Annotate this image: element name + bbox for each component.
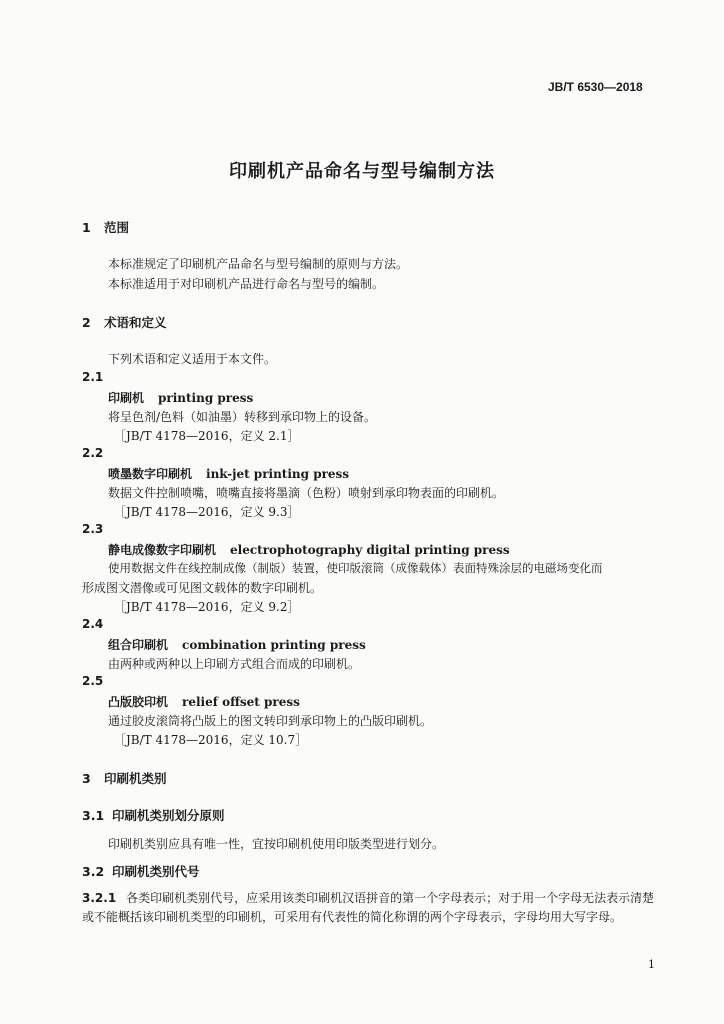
document-title: 印刷机产品命名与型号编制方法 <box>229 161 495 182</box>
term-english: relief offset press <box>182 695 300 709</box>
term-definition: 将呈色剂/色料（如油墨）转移到承印物上的设备。 <box>108 410 377 424</box>
page-number: 1 <box>648 958 655 971</box>
term-definition-continued: 形成图文潜像或可见图文载体的数字印刷机。 <box>82 581 323 595</box>
standard-code: JB/T 6530—2018 <box>548 80 643 94</box>
clause-text: 各类印刷机类别代号，应采用该类印刷机汉语拼音的第一个字母表示；对于用一个字母无法表示清楚或不能概括该印刷机类型的印刷机，可采用有代表性的简化称谓的两个字母表示，字母均用大写字母。 <box>82 891 655 924</box>
term-number: 2.3 <box>82 522 104 536</box>
term-reference: ［JB/T 4178—2016，定义 9.3］ <box>114 505 300 519</box>
term-entry <box>108 541 510 558</box>
term-number: 2.2 <box>82 446 104 460</box>
term-english: electrophotography digital printing press <box>230 543 510 557</box>
paragraph: 本标准规定了印刷机产品命名与型号编制的原则与方法。 <box>108 257 409 271</box>
term-number: 2.1 <box>82 370 104 384</box>
paragraph: 本标准适用于对印刷机产品进行命名与型号的编制。 <box>108 277 385 291</box>
term-chinese: 喷墨数字印刷机 <box>108 467 193 481</box>
term-english: printing press <box>158 391 254 405</box>
term-definition: 由两种或两种以上印刷方式组合而成的印刷机。 <box>108 657 361 671</box>
subsection-title: 印刷机类别划分原则 <box>112 808 225 823</box>
section-2-heading <box>82 313 167 331</box>
term-number: 2.5 <box>82 674 104 688</box>
subsection-title: 印刷机类别代号 <box>112 864 200 879</box>
paragraph: 下列术语和定义适用于本文件。 <box>108 352 277 366</box>
term-chinese: 印刷机 <box>108 391 145 405</box>
subsection-number: 3.2 <box>82 864 105 879</box>
term-entry <box>108 693 300 710</box>
clause-3-2-1 <box>82 889 656 927</box>
subsection-3-2-heading <box>82 862 200 880</box>
clause-number: 3.2.1 <box>82 891 117 905</box>
term-number: 2.4 <box>82 617 104 631</box>
term-reference: ［JB/T 4178—2016，定义 10.7］ <box>114 733 308 747</box>
section-number: 3 <box>82 771 91 786</box>
term-chinese: 组合印刷机 <box>108 638 169 652</box>
section-3-heading <box>82 769 167 787</box>
section-number: 2 <box>82 315 91 330</box>
term-chinese: 静电成像数字印刷机 <box>108 543 217 557</box>
term-entry <box>108 636 366 653</box>
term-reference: ［JB/T 4178—2016，定义 2.1］ <box>114 429 300 443</box>
term-reference: ［JB/T 4178—2016，定义 9.2］ <box>114 600 300 614</box>
term-entry <box>108 465 349 482</box>
subsection-number: 3.1 <box>82 808 105 823</box>
term-english: combination printing press <box>182 638 366 652</box>
section-title: 印刷机类别 <box>104 771 167 786</box>
term-english: ink-jet printing press <box>206 467 350 481</box>
term-chinese: 凸版胶印机 <box>108 695 169 709</box>
term-entry <box>108 389 253 406</box>
section-title: 术语和定义 <box>104 315 167 330</box>
subsection-3-1-heading <box>82 806 225 824</box>
section-title: 范围 <box>104 220 130 235</box>
section-number: 1 <box>82 220 91 235</box>
term-definition: 使用数据文件在线控制成像（制版）装置，使印版滚筒（成像载体）表面特殊涂层的电磁场变化而 <box>108 561 603 575</box>
term-definition: 通过胶皮滚筒将凸版上的图文转印到承印物上的凸版印刷机。 <box>108 714 433 728</box>
section-1-heading <box>82 218 129 236</box>
term-definition: 数据文件控制喷嘴，喷嘴直接将墨滴（色粉）喷射到承印物表面的印刷机。 <box>108 486 505 500</box>
paragraph: 印刷机类别应具有唯一性，宜按印刷机使用印版类型进行划分。 <box>108 837 445 851</box>
